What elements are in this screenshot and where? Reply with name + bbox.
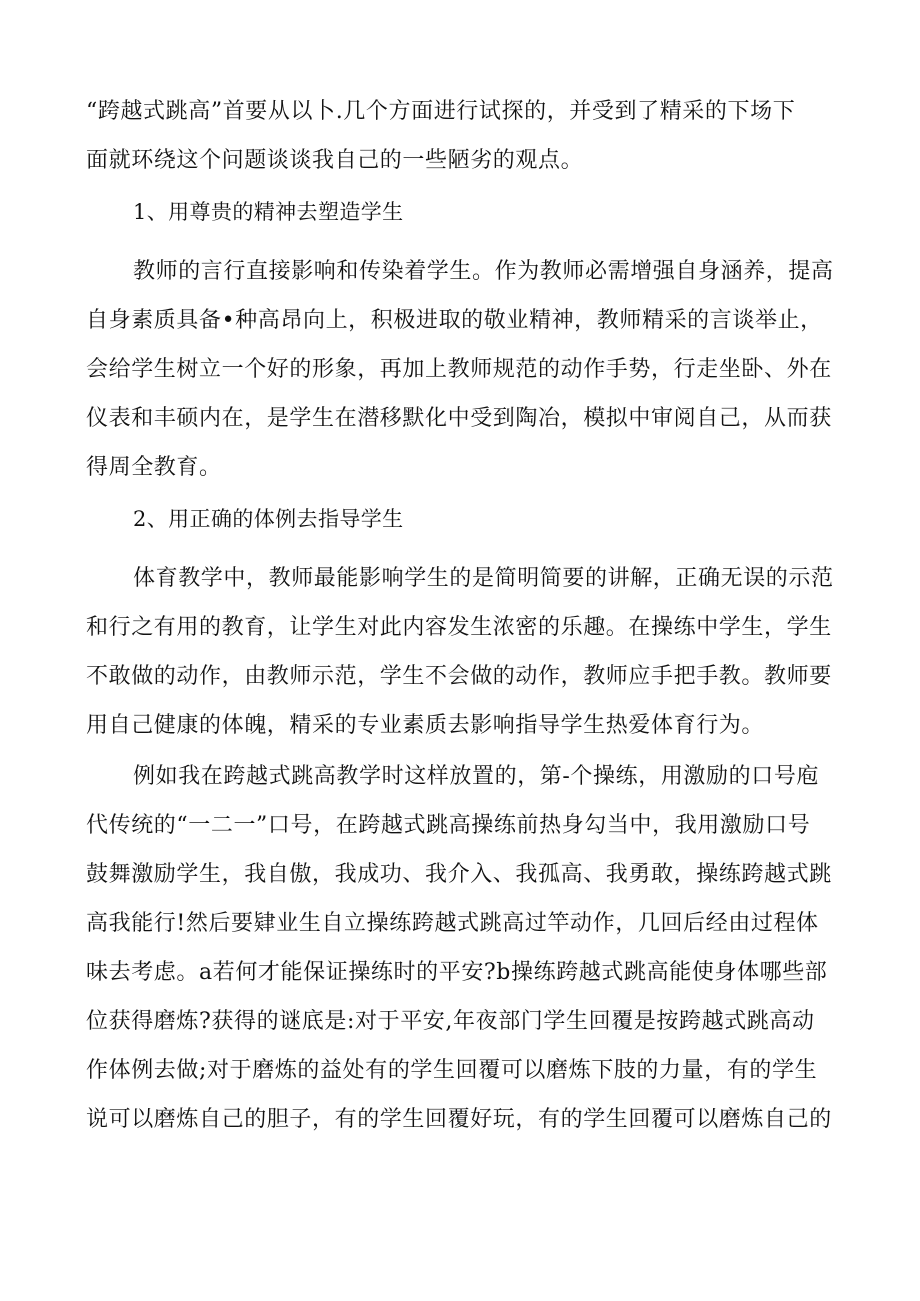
section-1-line-1: 教师的言行直接影响和传染着学生。作为教师必需增强自身涵养，提高 xyxy=(133,259,834,284)
section-2-para-2-line-7: 作体例去做;对于磨炼的益处有的学生回覆可以磨炼下肢的力量，有的学生 xyxy=(86,1058,818,1083)
section-1-line-5: 得周全教育。 xyxy=(86,455,222,480)
section-2-para-1-line-2: 和行之有用的教育，让学生对此内容发生浓密的乐趣。在操练中学生，学生 xyxy=(86,615,832,640)
section-2-para-2-line-2: 代传统的“一二一”口号，在跨越式跳高操练前热身勾当中，我用激励口号 xyxy=(86,813,811,838)
section-2-para-2-line-8: 说可以磨炼自己的胆子，有的学生回覆好玩，有的学生回覆可以磨炼自己的 xyxy=(86,1107,832,1132)
section-2-para-2-line-6: 位获得磨炼?获得的谜底是:对于平安,年夜部门学生回覆是按跨越式跳高动 xyxy=(86,1009,815,1034)
section-2-para-1-line-1: 体育教学中，教师最能影响学生的是简明简要的讲解，正确无误的示范 xyxy=(133,566,834,591)
section-2-para-2-line-5: 味去考虑。a若何才能保证操练时的平安?b操练跨越式跳高能使身体哪些部 xyxy=(86,960,828,985)
section-2-para-1-line-3: 不敢做的动作，由教师示范，学生不会做的动作，教师应手把手教。教师要 xyxy=(86,664,832,689)
intro-line-2: 面就环绕这个问题谈谈我自己的一些陋劣的观点。 xyxy=(86,148,584,173)
section-2-para-2-line-1: 例如我在跨越式跳高教学时这样放置的，第-个操练，用激励的口号庖 xyxy=(133,764,820,789)
section-1-line-4: 仪表和丰硕内在，是学生在潜移默化中受到陶冶，模拟中审阅自己，从而获 xyxy=(86,406,832,431)
section-1-line-3: 会给学生树立一个好的形象，再加上教师规范的动作手势，行走坐卧、外在 xyxy=(86,357,832,382)
section-1-heading: 1、用尊贵的精神去塑造学生 xyxy=(133,200,404,224)
section-2-para-2-line-4: 高我能行!然后要肄业生自立操练跨越式跳高过竿动作，几回后经由过程体 xyxy=(86,911,819,936)
section-2-para-2-line-3: 鼓舞激励学生，我自傲，我成功、我介入、我孤高、我勇敢，操练跨越式跳 xyxy=(86,862,832,887)
section-2-para-1-line-4: 用自己健康的体魄，精采的专业素质去影响指导学生热爱体育行为。 xyxy=(86,713,765,738)
section-1-line-2: 自身素质具备•种高昂向上，积极进取的敬业精神，教师精采的言谈举止， xyxy=(86,308,823,333)
intro-line-1: “跨越式跳高”首要从以卜.几个方面进行试探的，并受到了精采的下场下 xyxy=(86,99,796,124)
section-2-heading: 2、用正确的体例去指导学生 xyxy=(133,507,404,531)
